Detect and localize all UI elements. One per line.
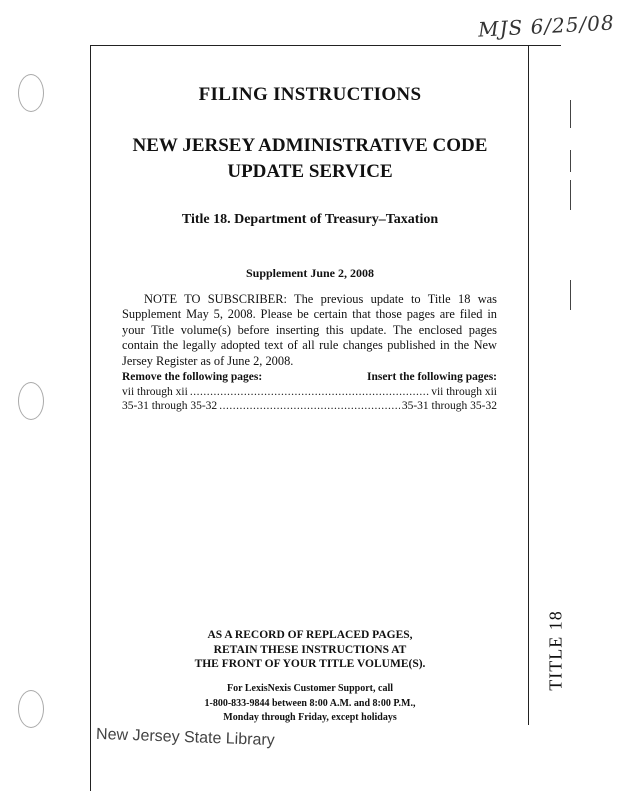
title-heading: Title 18. Department of Treasury–Taxation bbox=[181, 212, 439, 227]
library-stamp: New Jersey State Library bbox=[95, 725, 275, 750]
binder-hole-bottom bbox=[18, 690, 44, 728]
title-tab bbox=[526, 605, 586, 695]
code-heading-line2: UPDATE SERVICE bbox=[227, 161, 393, 182]
remove-pages-cell: 35-31 through 35-32 bbox=[122, 400, 218, 412]
binder-hole-middle bbox=[18, 382, 44, 420]
support-line-1: For LexisNexis Customer Support, call bbox=[226, 683, 393, 694]
subscriber-note: NOTE TO SUBSCRIBER: The previous update to Title 18 was Supplement May 5, 2008. Please be certain that those pages are filed in your Title volume(s) before inserting this update. The enclosed pages contain the legally adopted text of all rule changes published in the New Jersey Register as of June 2, 2008. bbox=[122, 292, 497, 368]
table-row bbox=[122, 399, 497, 414]
record-instruction bbox=[90, 628, 530, 672]
support-line-2: 1-800-833-9844 between 8:00 A.M. and 8:00 P.M., bbox=[204, 697, 416, 709]
support-line-3: Monday through Friday, except holidays bbox=[223, 712, 397, 723]
table-row bbox=[122, 385, 497, 400]
tab-edge-mark bbox=[570, 100, 571, 128]
record-line-3: THE FRONT OF YOUR TITLE VOLUME(S). bbox=[194, 658, 426, 671]
supplement-date: Supplement June 2, 2008 bbox=[245, 266, 375, 280]
insert-pages-cell: 35-31 through 35-32 bbox=[401, 400, 497, 412]
title-tab-label: TITLE 18 bbox=[545, 609, 566, 691]
remove-pages-header: Remove the following pages: bbox=[122, 371, 263, 383]
tab-edge-mark bbox=[570, 280, 571, 310]
tab-edge-mark bbox=[570, 150, 571, 172]
customer-support-info bbox=[90, 682, 530, 726]
tab-edge-mark bbox=[570, 180, 571, 210]
page-replacement-table bbox=[122, 370, 497, 414]
table-header-row bbox=[122, 370, 497, 385]
record-line-2: RETAIN THESE INSTRUCTIONS AT bbox=[213, 643, 407, 656]
dot-leader bbox=[190, 385, 429, 400]
dot-leader bbox=[219, 399, 400, 414]
code-heading bbox=[90, 133, 530, 185]
insert-pages-cell: vii through xii bbox=[431, 385, 497, 398]
record-line-1: AS A RECORD OF REPLACED PAGES, bbox=[207, 629, 413, 641]
binder-hole-top bbox=[18, 74, 44, 112]
page-title: FILING INSTRUCTIONS bbox=[198, 84, 422, 105]
remove-pages-cell: vii through xii bbox=[122, 385, 188, 398]
handwritten-initials-date: MJS 6/25/08 bbox=[477, 10, 616, 42]
insert-pages-header: Insert the following pages: bbox=[366, 371, 497, 383]
code-heading-line1: NEW JERSEY ADMINISTRATIVE CODE bbox=[132, 135, 488, 156]
